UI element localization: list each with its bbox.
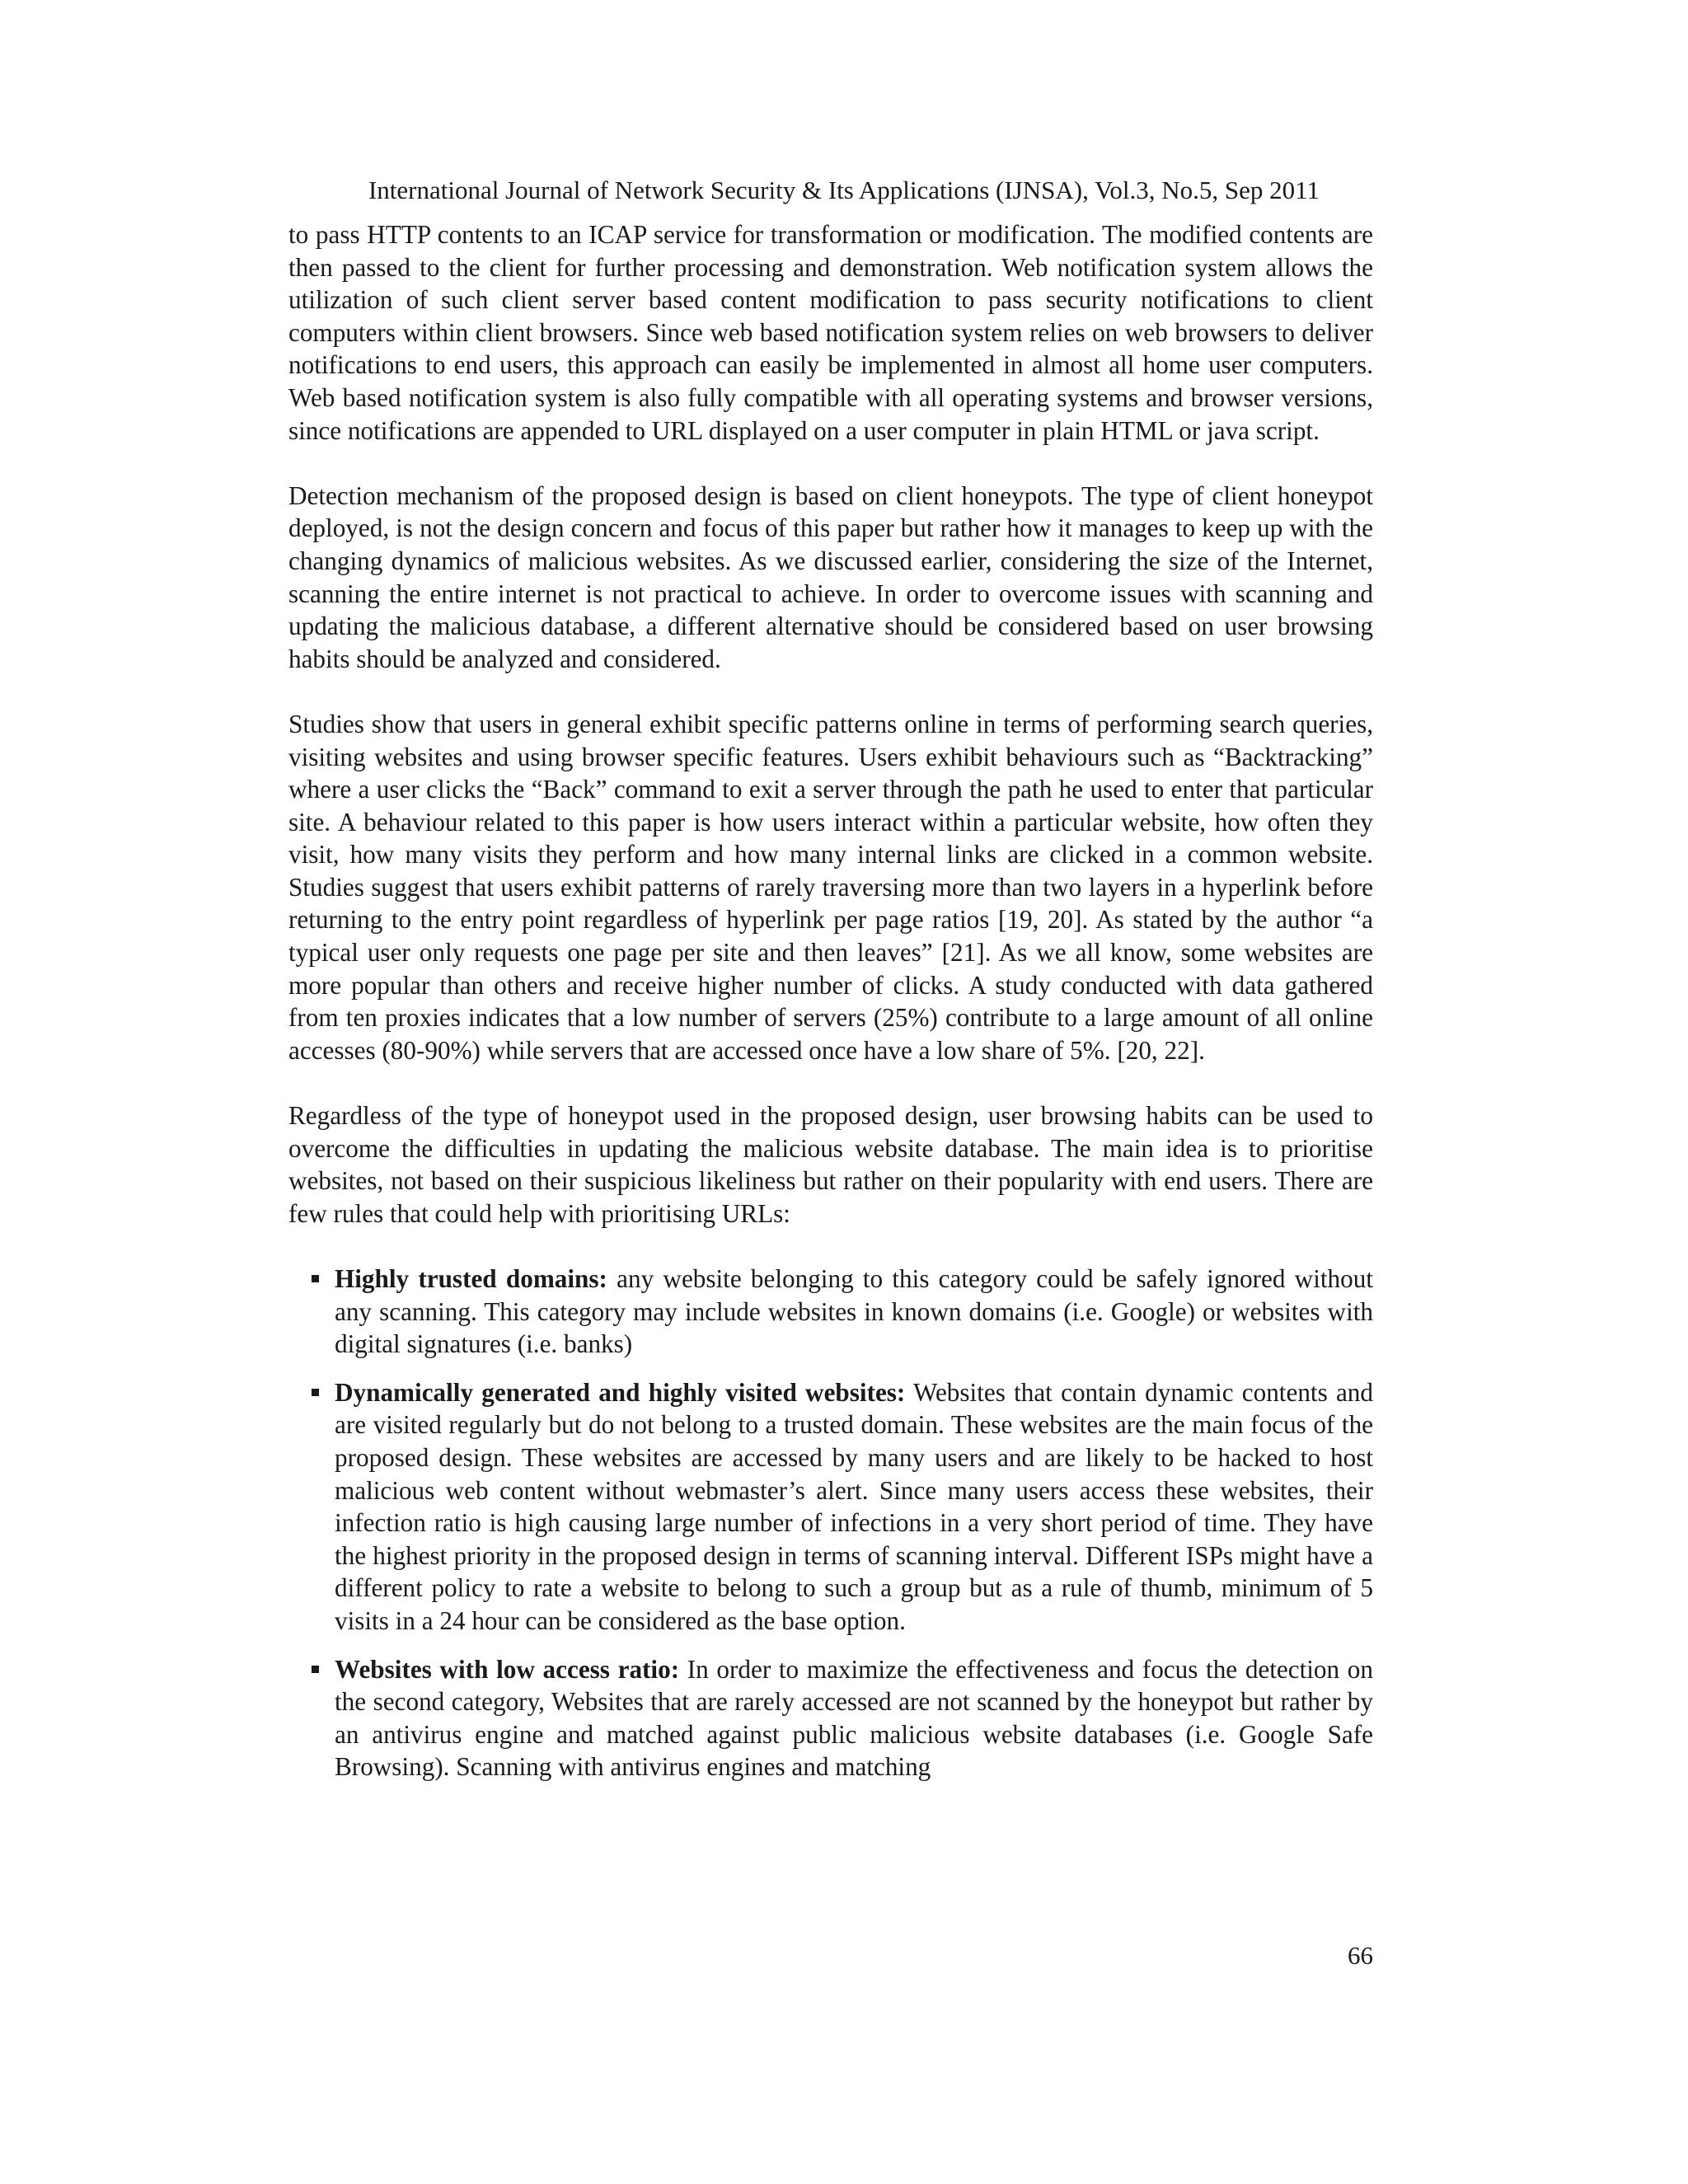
body-text: [288, 218, 1373, 1799]
paragraph: Regardless of the type of honeypot used in the proposed design, user browsing habits can be used to overcome the difficulties in updating the malicious website database. The main idea is to prioritise websites, not based on their suspicious likeliness but rather on their popularity with end users. There are few rules that could help with prioritising URLs:: [288, 1101, 1373, 1228]
bullet-term: Dynamically generated and highly visited websites:: [335, 1377, 906, 1407]
page-number: 66: [1348, 1941, 1373, 1970]
square-bullet-icon: [312, 1275, 319, 1282]
paragraph: Studies show that users in general exhibit specific patterns online in terms of performing search queries, visiting websites and using browser specific features. Users exhibit behaviours such as “Backtracking” where a user clicks the “Back” command to exit a server through the path he used to enter that particular site. A behaviour related to this paper is how users interact within a particular website, how often they visit, how many visits they perform and how many internal links are clicked in a common website. Studies suggest that users exhibit patterns of rarely traversing more than two layers in a hyperlink before returning to the entry point regardless of hyperlink per page ratios [19, 20]. As stated by the author “a typical user only requests one page per site and then leaves” [21]. As we all know, some websites are more popular than others and receive higher number of clicks. A study conducted with data gathered from ten proxies indicates that a low number of servers (25%) contribute to a large amount of all online accesses (80-90%) while servers that are accessed once have a low share of 5%. [20, 22].: [288, 709, 1373, 1065]
bullet-text: Websites that contain dynamic contents and are visited regularly but do not belong to a trusted domain. These websites are the main focus of the proposed design. These websites are accessed by many users and are likely to be hacked to host malicious web content without webmaster’s alert. Since many users access these websites, their infection ratio is high causing large number of infections in a very short period of time. They have the highest priority in the proposed design in terms of scanning interval. Different ISPs might have a different policy to rate a website to belong to such a group but as a rule of thumb, minimum of 5 visits in a 24 hour can be considered as the base option.: [335, 1377, 1373, 1635]
bullet-text: any website belonging to this category could be safely ignored without any scanning. This category may include websites in known domains (i.e. Google) or websites with digital signatures (i.e. banks): [335, 1264, 1373, 1359]
bullet-term: Websites with low access ratio:: [335, 1654, 680, 1684]
square-bullet-icon: [312, 1666, 319, 1673]
bullet-list: [288, 1263, 1373, 1783]
paragraph: Detection mechanism of the proposed design is based on client honeypots. The type of client honeypot deployed, is not the design concern and focus of this paper but rather how it manages to keep up with the changing dynamics of malicious websites. As we discussed earlier, considering the size of the Internet, scanning the entire internet is not practical to achieve. In order to overcome issues with scanning and updating the malicious database, a different alternative should be considered based on user browsing habits should be analyzed and considered.: [288, 480, 1373, 673]
paragraph: to pass HTTP contents to an ICAP service for transformation or modification. The modified contents are then passed to the client for further processing and demonstration. Web notification system allows the utilization of such client server based content modification to pass security notifications to client computers within client browsers. Since web based notification system relies on web browsers to deliver notifications to end users, this approach can easily be implemented in almost all home user computers. Web based notification system is also fully compatible with all operating systems and browser versions, since notifications are appended to URL displayed on a user computer in plain HTML or java script.: [288, 220, 1373, 445]
running-header: International Journal of Network Security & Its Applications (IJNSA), Vol.3, No.5, Sep 2011: [368, 176, 1320, 204]
bullet-item: [288, 1376, 1373, 1638]
square-bullet-icon: [312, 1389, 319, 1396]
bullet-item: [288, 1263, 1373, 1361]
bullet-term: Highly trusted domains:: [335, 1264, 607, 1293]
bullet-text: In order to maximize the effectiveness and focus the detection on the second category, Websites that are rarely accessed are not scanned by the honeypot but rather by an antivirus engine and matched against public malicious website databases (i.e. Google Safe Browsing). Scanning with antivirus engines and matching: [335, 1654, 1373, 1782]
bullet-item: [288, 1653, 1373, 1783]
